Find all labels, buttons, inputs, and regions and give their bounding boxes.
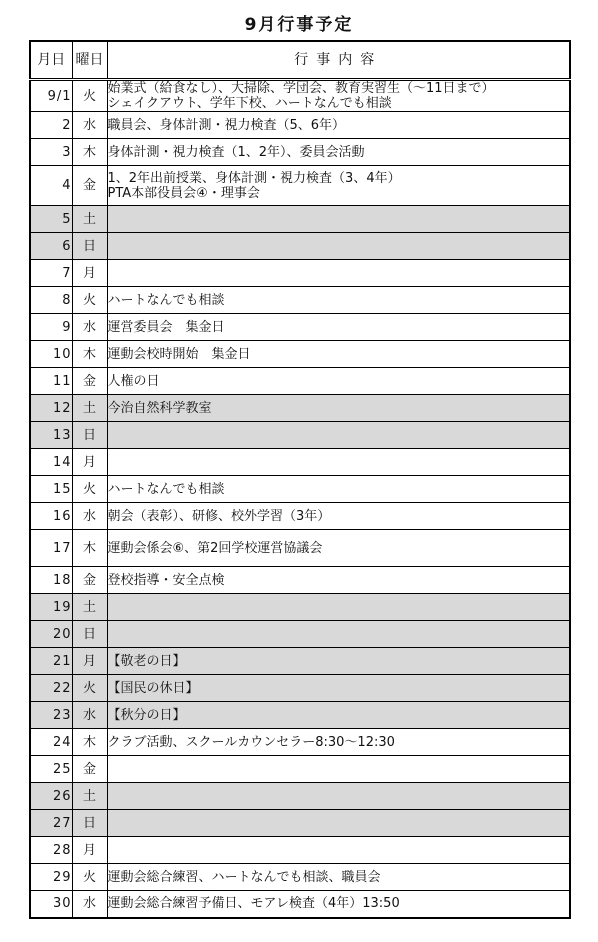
row-event bbox=[107, 449, 570, 476]
row-event bbox=[107, 756, 570, 783]
event-line: 【敬老の日】 bbox=[107, 653, 186, 669]
table-row bbox=[30, 449, 570, 476]
row-event bbox=[107, 476, 570, 503]
row-date: 9/1 bbox=[30, 80, 72, 112]
row-date: 24 bbox=[30, 729, 72, 756]
row-event bbox=[107, 206, 570, 233]
table-row bbox=[30, 314, 570, 341]
header-day-of-week: 曜日 bbox=[72, 41, 107, 80]
table-row bbox=[30, 810, 570, 837]
row-date: 2 bbox=[30, 112, 72, 139]
row-event bbox=[107, 139, 570, 166]
row-date: 4 bbox=[30, 166, 72, 206]
table-row bbox=[30, 594, 570, 621]
row-date: 8 bbox=[30, 287, 72, 314]
row-event bbox=[107, 368, 570, 395]
row-day-of-week: 月 bbox=[72, 260, 107, 287]
row-event bbox=[107, 702, 570, 729]
event-line: 運動会係会⑥、第2回学校運営協議会 bbox=[107, 540, 323, 556]
table-row bbox=[30, 864, 570, 891]
event-line: 運動会校時開始 集金日 bbox=[107, 346, 251, 362]
row-date: 28 bbox=[30, 837, 72, 864]
row-day-of-week: 金 bbox=[72, 567, 107, 594]
row-event bbox=[107, 341, 570, 368]
table-row bbox=[30, 287, 570, 314]
row-date: 13 bbox=[30, 422, 72, 449]
event-line: ハートなんでも相談 bbox=[107, 481, 225, 497]
event-line: 運動会総合練習、ハートなんでも相談、職員会 bbox=[107, 869, 381, 885]
table-row bbox=[30, 891, 570, 918]
row-event bbox=[107, 837, 570, 864]
row-event bbox=[107, 422, 570, 449]
row-day-of-week: 木 bbox=[72, 139, 107, 166]
event-line: 身体計測・視力検査（1、2年）、委員会活動 bbox=[107, 144, 365, 160]
table-row bbox=[30, 503, 570, 530]
row-date: 16 bbox=[30, 503, 72, 530]
row-event bbox=[107, 810, 570, 837]
event-line: 登校指導・安全点検 bbox=[107, 572, 225, 588]
header-event: 行事内容 bbox=[107, 41, 570, 80]
table-row bbox=[30, 139, 570, 166]
row-day-of-week: 水 bbox=[72, 891, 107, 918]
table-row bbox=[30, 621, 570, 648]
row-day-of-week: 日 bbox=[72, 233, 107, 260]
row-day-of-week: 木 bbox=[72, 530, 107, 567]
table-row bbox=[30, 648, 570, 675]
table-row bbox=[30, 341, 570, 368]
row-date: 12 bbox=[30, 395, 72, 422]
row-day-of-week: 金 bbox=[72, 166, 107, 206]
row-day-of-week: 火 bbox=[72, 80, 107, 112]
event-line: クラブ活動、スクールカウンセラー8:30～12:30 bbox=[107, 734, 395, 750]
event-line: 職員会、身体計測・視力検査（5、6年） bbox=[107, 117, 346, 133]
row-day-of-week: 金 bbox=[72, 756, 107, 783]
event-line: 【秋分の日】 bbox=[107, 707, 186, 723]
row-event bbox=[107, 567, 570, 594]
row-event bbox=[107, 621, 570, 648]
row-event bbox=[107, 783, 570, 810]
header-row bbox=[30, 41, 570, 80]
row-day-of-week: 木 bbox=[72, 729, 107, 756]
event-line: 始業式（給食なし）、大掃除、学団会、教育実習生（～11日まで） bbox=[107, 81, 495, 96]
row-day-of-week: 土 bbox=[72, 206, 107, 233]
row-date: 6 bbox=[30, 233, 72, 260]
row-event bbox=[107, 594, 570, 621]
table-row bbox=[30, 567, 570, 594]
row-event bbox=[107, 675, 570, 702]
event-line: ハートなんでも相談 bbox=[107, 292, 225, 308]
row-date: 26 bbox=[30, 783, 72, 810]
table-row bbox=[30, 260, 570, 287]
table-row bbox=[30, 530, 570, 567]
row-date: 20 bbox=[30, 621, 72, 648]
row-event bbox=[107, 112, 570, 139]
event-line: 運動会総合練習予備日、モアレ検査（4年）13:50 bbox=[107, 896, 400, 912]
row-day-of-week: 日 bbox=[72, 422, 107, 449]
table-row bbox=[30, 206, 570, 233]
row-day-of-week: 水 bbox=[72, 314, 107, 341]
table-row bbox=[30, 233, 570, 260]
row-day-of-week: 金 bbox=[72, 368, 107, 395]
row-day-of-week: 日 bbox=[72, 810, 107, 837]
row-event bbox=[107, 260, 570, 287]
schedule-table bbox=[29, 40, 571, 919]
row-event bbox=[107, 314, 570, 341]
row-day-of-week: 月 bbox=[72, 837, 107, 864]
row-day-of-week: 火 bbox=[72, 287, 107, 314]
row-date: 29 bbox=[30, 864, 72, 891]
table-row bbox=[30, 112, 570, 139]
row-date: 11 bbox=[30, 368, 72, 395]
row-day-of-week: 水 bbox=[72, 112, 107, 139]
row-day-of-week: 水 bbox=[72, 702, 107, 729]
row-event bbox=[107, 166, 570, 206]
row-date: 15 bbox=[30, 476, 72, 503]
row-day-of-week: 土 bbox=[72, 395, 107, 422]
row-date: 14 bbox=[30, 449, 72, 476]
row-event bbox=[107, 503, 570, 530]
table-row bbox=[30, 476, 570, 503]
event-line: 1、2年出前授業、身体計測・視力検査（3、4年） bbox=[107, 170, 401, 186]
row-event bbox=[107, 729, 570, 756]
table-row bbox=[30, 702, 570, 729]
row-date: 5 bbox=[30, 206, 72, 233]
row-date: 3 bbox=[30, 139, 72, 166]
schedule-body bbox=[30, 80, 570, 918]
row-date: 25 bbox=[30, 756, 72, 783]
row-date: 10 bbox=[30, 341, 72, 368]
row-date: 21 bbox=[30, 648, 72, 675]
row-day-of-week: 日 bbox=[72, 621, 107, 648]
event-line: 人権の日 bbox=[107, 373, 160, 389]
row-event bbox=[107, 80, 570, 112]
table-row bbox=[30, 675, 570, 702]
row-day-of-week: 土 bbox=[72, 783, 107, 810]
row-day-of-week: 月 bbox=[72, 449, 107, 476]
row-date: 7 bbox=[30, 260, 72, 287]
row-event bbox=[107, 530, 570, 567]
table-row bbox=[30, 756, 570, 783]
row-day-of-week: 水 bbox=[72, 503, 107, 530]
table-row bbox=[30, 395, 570, 422]
row-day-of-week: 土 bbox=[72, 594, 107, 621]
row-event bbox=[107, 864, 570, 891]
row-day-of-week: 火 bbox=[72, 675, 107, 702]
page-title: 9月行事予定 bbox=[244, 15, 354, 35]
row-day-of-week: 火 bbox=[72, 864, 107, 891]
row-date: 18 bbox=[30, 567, 72, 594]
row-date: 23 bbox=[30, 702, 72, 729]
table-row bbox=[30, 783, 570, 810]
table-row bbox=[30, 166, 570, 206]
row-day-of-week: 月 bbox=[72, 648, 107, 675]
table-row bbox=[30, 837, 570, 864]
row-day-of-week: 木 bbox=[72, 341, 107, 368]
event-line: 朝会（表彰）、研修、校外学習（3年） bbox=[107, 508, 331, 524]
event-line: シェイクアウト、学年下校、ハートなんでも相談 bbox=[107, 96, 392, 111]
event-line: 運営委員会 集金日 bbox=[107, 319, 225, 335]
row-event bbox=[107, 233, 570, 260]
row-date: 27 bbox=[30, 810, 72, 837]
event-line: 今治自然科学教室 bbox=[107, 400, 212, 416]
event-line: PTA本部役員会④・理事会 bbox=[107, 185, 260, 201]
row-date: 22 bbox=[30, 675, 72, 702]
row-event bbox=[107, 648, 570, 675]
event-line: 【国民の休日】 bbox=[107, 680, 199, 696]
row-day-of-week: 火 bbox=[72, 476, 107, 503]
row-event bbox=[107, 891, 570, 918]
row-date: 9 bbox=[30, 314, 72, 341]
row-date: 30 bbox=[30, 891, 72, 918]
header-date: 月日 bbox=[30, 41, 72, 80]
row-event bbox=[107, 395, 570, 422]
row-date: 17 bbox=[30, 530, 72, 567]
table-row bbox=[30, 729, 570, 756]
table-row bbox=[30, 368, 570, 395]
row-date: 19 bbox=[30, 594, 72, 621]
table-row bbox=[30, 422, 570, 449]
row-event bbox=[107, 287, 570, 314]
table-row bbox=[30, 80, 570, 112]
